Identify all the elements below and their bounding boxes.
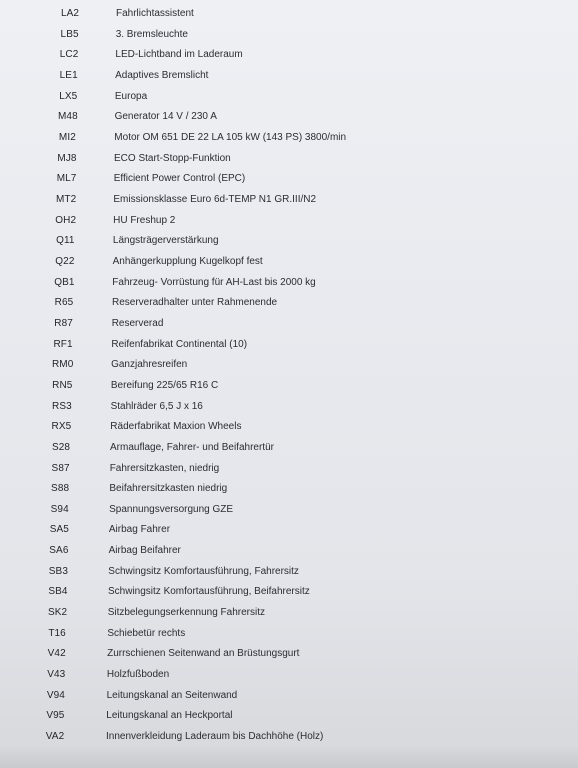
option-row [0, 625, 578, 643]
option-row [0, 315, 578, 333]
option-code: S87 [51, 462, 70, 474]
option-description: Europa [114, 90, 148, 102]
option-row [0, 645, 578, 663]
option-row [0, 604, 578, 622]
option-description: Zurrschienen Seitenwand an Brüstungsgurt [107, 648, 300, 660]
option-code: RM0 [51, 359, 74, 371]
option-description: Schiebetür rechts [107, 627, 186, 639]
option-description: Anhängerkupplung Kugelkopf fest [112, 255, 263, 267]
option-code: RN5 [52, 379, 73, 391]
option-code: MJ8 [57, 152, 77, 164]
option-description: ECO Start-Stopp-Funktion [114, 152, 231, 164]
option-code: LB5 [60, 28, 79, 40]
option-code: MI2 [58, 131, 76, 143]
option-code: T16 [48, 627, 66, 639]
option-row [0, 707, 578, 725]
option-code: LC2 [59, 49, 79, 61]
option-description: Fahrzeug- Vorrüstung für AH-Last bis 2000 kg [112, 276, 316, 288]
option-description: Räderfabrikat Maxion Wheels [110, 421, 242, 433]
option-row [0, 253, 578, 271]
option-code: R87 [54, 317, 73, 329]
option-row [0, 542, 578, 560]
option-row [0, 5, 578, 23]
option-description: Ganzjahresreifen [111, 359, 188, 371]
option-code: QB1 [54, 276, 75, 288]
option-description: Holzfußboden [106, 669, 170, 680]
option-description: Armauflage, Fahrer- und Beifahrertür [110, 441, 274, 453]
option-code: LA2 [60, 8, 80, 19]
option-row [0, 26, 578, 44]
option-code: V95 [46, 710, 65, 722]
option-description: 3. Bremsleuchte [115, 28, 188, 40]
option-code: RX5 [51, 421, 72, 433]
option-description: Generator 14 V / 230 A [114, 111, 217, 123]
option-description: Bereifung 225/65 R16 C [110, 379, 219, 391]
option-description: Airbag Beifahrer [108, 545, 181, 557]
option-code: ML7 [56, 173, 77, 185]
option-row [0, 129, 578, 147]
option-description: Leitungskanal an Seitenwand [106, 689, 238, 701]
option-description: Emissionsklasse Euro 6d-TEMP N1 GR.III/N2 [113, 193, 317, 205]
option-code: R65 [54, 297, 74, 309]
option-row [0, 728, 578, 746]
option-row [0, 191, 578, 209]
option-code: S28 [51, 441, 71, 453]
option-row [0, 274, 578, 292]
option-description: LED-Lichtband im Laderaum [115, 49, 243, 61]
option-description: Reserveradhalter unter Rahmenende [112, 297, 278, 309]
option-description: Schwingsitz Komfortausführung, Beifahrersitz [108, 586, 310, 598]
option-code: Q11 [56, 235, 75, 247]
option-description: Reifenfabrikat Continental (10) [111, 338, 248, 350]
option-row [0, 398, 578, 416]
option-code: Q22 [55, 255, 75, 267]
option-code: VA2 [45, 731, 65, 742]
option-description: Reserverad [111, 317, 164, 329]
option-row [0, 480, 578, 498]
option-row [0, 563, 578, 581]
option-code: SK2 [47, 607, 68, 619]
option-code: SB4 [48, 586, 68, 598]
option-row [0, 666, 578, 684]
option-row [0, 150, 578, 168]
option-row [0, 212, 578, 230]
option-description: Adaptives Bremslicht [115, 70, 209, 81]
option-description: Leitungskanal an Heckportal [106, 710, 233, 722]
option-description: Airbag Fahrer [108, 524, 171, 536]
option-description: Sitzbelegungserkennung Fahrersitz [107, 607, 266, 619]
option-code: SA5 [49, 524, 69, 536]
option-row [0, 170, 578, 188]
option-code: LX5 [59, 90, 78, 102]
option-code: S94 [50, 503, 69, 515]
option-description: Fahrlichtassistent [116, 8, 194, 19]
option-description: Längsträgerverstärkung [112, 235, 219, 247]
option-description: Innenverkleidung Laderaum bis Dachhöhe (Holz) [106, 731, 324, 742]
option-row [0, 583, 578, 601]
option-description: Spannungsversorgung GZE [109, 503, 234, 515]
option-code: MT2 [55, 193, 77, 205]
option-row [0, 418, 578, 436]
option-code: OH2 [55, 214, 77, 226]
option-row [0, 439, 578, 457]
option-description: Schwingsitz Komfortausführung, Fahrersitz [108, 565, 299, 577]
option-code: M48 [58, 111, 78, 123]
option-row [0, 377, 578, 395]
option-row [0, 294, 578, 312]
option-row [0, 460, 578, 478]
option-code: V43 [47, 669, 66, 680]
option-code: V94 [46, 689, 65, 701]
option-description: Motor OM 651 DE 22 LA 105 kW (143 PS) 3800/min [114, 131, 347, 143]
option-description: Efficient Power Control (EPC) [113, 173, 246, 185]
option-description: Fahrersitzkasten, niedrig [109, 462, 220, 474]
option-row [0, 88, 578, 106]
option-row [0, 336, 578, 354]
option-row [0, 687, 578, 705]
option-code: S88 [51, 483, 70, 495]
option-code: RS3 [52, 400, 72, 412]
option-code: RF1 [53, 338, 73, 350]
option-row [0, 521, 578, 539]
option-row [0, 67, 578, 85]
option-row [0, 46, 578, 64]
option-row [0, 501, 578, 519]
option-row [0, 108, 578, 126]
option-row [0, 356, 578, 374]
option-code: LE1 [59, 70, 78, 81]
option-description: Beifahrersitzkasten niedrig [109, 483, 228, 495]
option-code: SB3 [48, 565, 68, 577]
option-code: SA6 [49, 545, 69, 557]
option-row [0, 232, 578, 250]
option-code: V42 [47, 648, 66, 660]
option-description: HU Freshup 2 [113, 214, 176, 226]
option-description: Stahlräder 6,5 J x 16 [110, 400, 203, 412]
